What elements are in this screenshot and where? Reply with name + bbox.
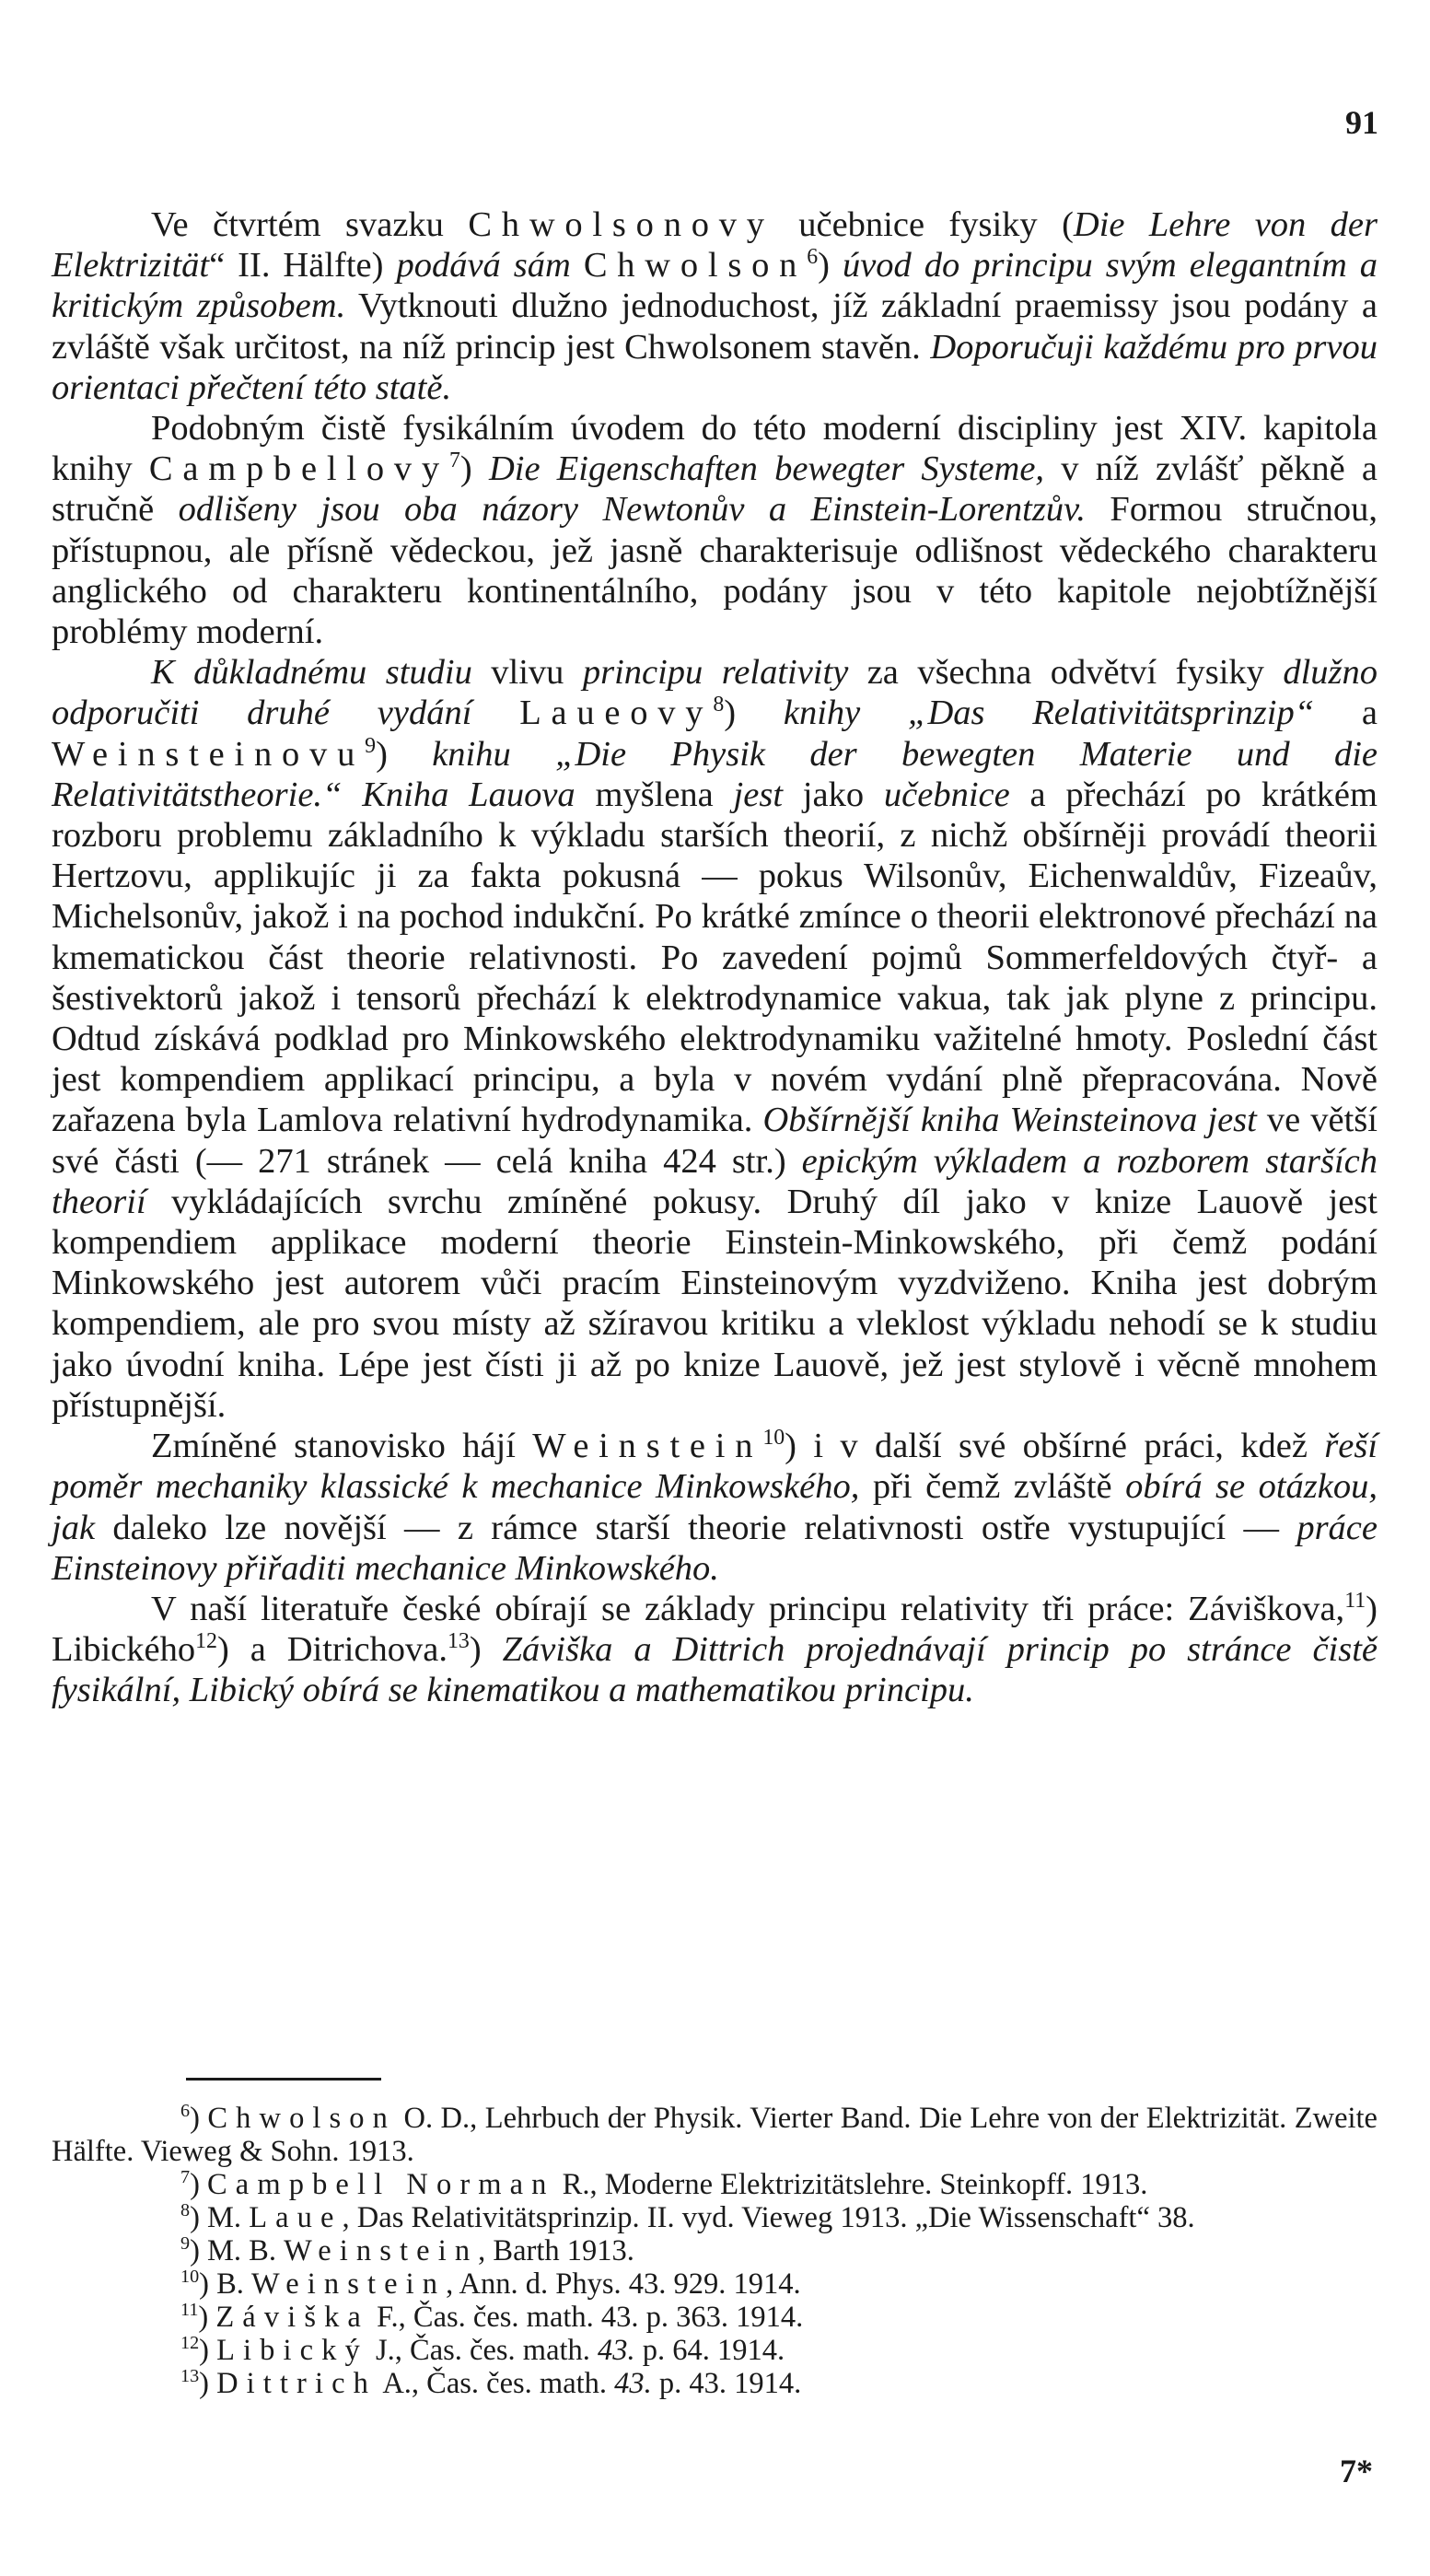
footnote-6: $^6$) Chwolson O. D., Lehrbuch der Physik. Vierter Band. Die Lehre von der Elektrizität. Zweite Hälfte. Vieweg & Sohn. 1913.	[52, 2101, 1378, 2168]
footnote-ref-13: 13	[448, 1629, 470, 1654]
footnote-7: $^7$) Campbell Norman R., Moderne Elektrizitätslehre. Steinkopff. 1913.	[180, 2167, 1148, 2201]
body-text	[52, 204, 1378, 1711]
paragraph-4: Zmíněné stanovisko hájí Weinstein$^{10}$) i v další své obšírné práci, kdež řeší poměr mechaniky klassické k mechanice Minkowského, při čemž zvláště obírá se otázkou, jak daleko lze novější — z rámce starší theorie relativnosti ostře vystupující — práce Einsteinovy přiřaditi mechanice Minkowského.	[52, 1426, 1378, 1588]
footnote-ref-9: 9	[365, 733, 377, 758]
footnote-ref-11: 11	[1344, 1589, 1366, 1614]
footnote-12: $^{12}$) Libický J., Čas. čes. math. 43. p. 64. 1914.	[180, 2333, 785, 2367]
page-number: 91	[1345, 104, 1378, 141]
sheet-signature: 7*	[1340, 2453, 1373, 2489]
footnote-ref-8: 8	[713, 693, 725, 717]
paragraph-5: V naší literatuře české obírají se základy principu relativity tři práce: Záviškova,$^{11}$) Libického$^{12}$) a Ditrichova.$^{13}$) Záviška a Dittrich projednávají princip po stránce čistě fysikální, Libický obírá se kinematikou a mathematikou principu.	[52, 1589, 1378, 1710]
footnote-13: $^{13}$) Dittrich A., Čas. čes. math. 43. p. 43. 1914.	[180, 2366, 802, 2400]
footnote-divider	[186, 2078, 381, 2081]
paragraph-1: Ve čtvrtém svazku Chwolsonovy učebnice fysiky (Die Lehre von der Elektrizität“ II. Hälfte) podává sám Chwolson$^6$) úvod do principu svým elegantním a kritickým způsobem. Vytknouti dlužno jednoduchost, jíž základní praemissy jsou podány a zvláště však určitost, na níž princip jest Chwolsonem stavěn. Doporučuji každému pro prvou orientaci přečtení této statě.	[52, 205, 1378, 407]
footnote-ref-10: 10	[762, 1426, 785, 1451]
footnote-ref-7: 7	[448, 449, 460, 473]
footnote-ref-6: 6	[807, 245, 819, 270]
footnotes	[52, 2102, 1378, 2400]
footnote-9: $^9$) M. B. Weinstein, Barth 1913.	[180, 2233, 634, 2267]
footnote-8: $^8$) M. Laue, Das Relativitätsprinzip. II. vyd. Vieweg 1913. „Die Wissenschaft“ 38.	[180, 2200, 1195, 2234]
paragraph-2: Podobným čistě fysikálním úvodem do této moderní discipliny jest XIV. kapitola knihy Campbellovy$^7$) Die Eigenschaften bewegter Systeme, v níž zvlášť pěkně a stručně odlišeny jsou oba názory Newtonův a Einstein-Lorentzův. Formou stručnou, přístupnou, ale přísně vědeckou, jež jasně charakterisuje odlišnost vědeckého charakteru anglického od charakteru kontinentálního, podány jsou v této kapitole nejobtížnější problémy moderní.	[52, 409, 1378, 652]
footnote-11: $^{11}$) Záviška F., Čas. čes. math. 43. p. 363. 1914.	[180, 2300, 804, 2334]
footnote-ref-12: 12	[195, 1629, 217, 1654]
footnote-10: $^{10}$) B. Weinstein, Ann. d. Phys. 43. 929. 1914.	[180, 2267, 801, 2301]
paragraph-3: K důkladnému studiu vlivu principu relativity za všechna odvětví fysiky dlužno odporučiti druhé vydání Laueovy$^8$) knihy „Das Relativitätsprinzip“ a Weinsteinovu$^9$) knihu „Die Physik der bewegten Materie und die Relativitätstheorie.“ Kniha Lauova myšlena jest jako učebnice a přechází po krátkém rozboru problemu základního k výkladu starších theorií, z nichž obšírněji provádí theorii Hertzovu, applikujíc ji za fakta pokusná — pokus Wilsonův, Eichenwaldův, Fizeaův, Michelsonův, jakož i na pochod indukční. Po krátké zmínce o theorii elektronové přechází na kmematickou část theorie relativnosti. Po zavedení pojmů Sommerfeldových čtyř- a šestivektorů jakož i tensorů přechází k elektrodynamice vakua, tak jak plyne z principu. Odtud získává podklad pro Minkowského elektrodynamiku važitelné hmoty. Poslední část jest kompendiem applikací principu, a byla v novém vydání plně přepracována. Nově zařazena byla Lamlova relativní hydrodynamika. Obšírnější kniha Weinsteinova jest ve větší své části (— 271 stránek — celá kniha 424 str.) epickým výkladem a rozborem starších theorií vykládajících svrchu zmíněné pokusy. Druhý díl jako v knize Lauově jest kompendiem applikace moderní theorie Einstein-Minkowského, při čemž podání Minkowského jest autorem vůči pracím Einsteinovým vyzdviženo. Kniha jest dobrým kompendiem, ale pro svou místy až sžíravou kritiku a vleklost výkladu nehodí se k studiu jako úvodní kniha. Lépe jest čísti ji až po knize Lauově, jež jest stylově i věcně mnohem přístupnější.	[52, 653, 1378, 1425]
